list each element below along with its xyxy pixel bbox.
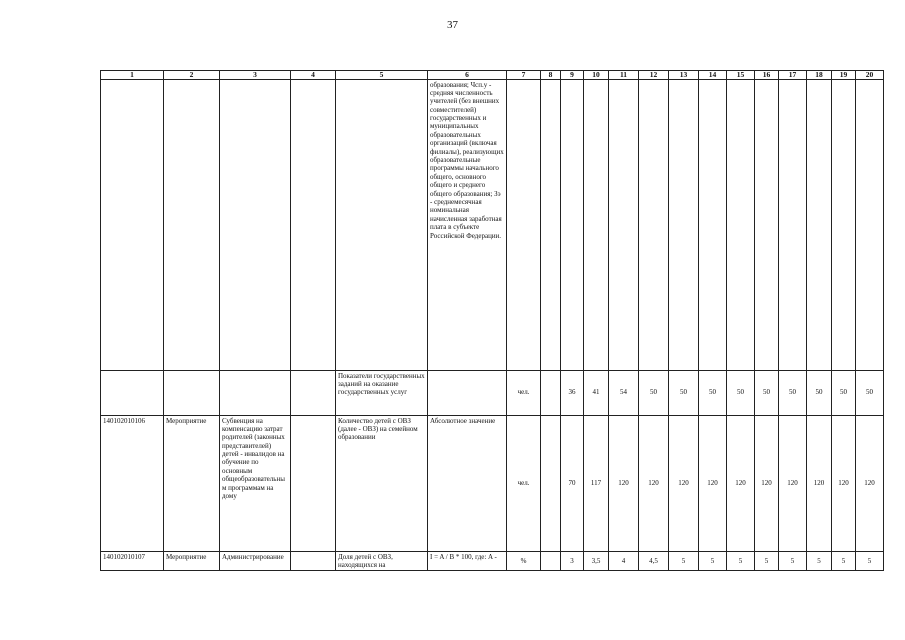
value-cell: 70 <box>561 415 584 551</box>
col-header: 3 <box>220 71 291 80</box>
unit: чел. <box>507 415 541 551</box>
value-cell: 5 <box>755 551 779 571</box>
indicator-code <box>101 79 164 370</box>
value-cell <box>727 79 755 370</box>
value-cell: 50 <box>669 370 699 415</box>
indicator-name: Количество детей с ОВЗ (далее - ОВЗ) на семейном образовании <box>336 415 428 551</box>
cell <box>291 370 336 415</box>
unit: % <box>507 551 541 571</box>
value-cell: 5 <box>807 551 832 571</box>
col-header: 7 <box>507 71 541 80</box>
value-cell: 3,5 <box>584 551 609 571</box>
value-cell: 120 <box>639 415 669 551</box>
value-cell: 4 <box>609 551 639 571</box>
cell <box>291 551 336 571</box>
value-cell <box>541 79 561 370</box>
col-header: 16 <box>755 71 779 80</box>
calculation-method <box>428 370 507 415</box>
indicator-name: Показатели государственных заданий на оказание государственных услуг <box>336 370 428 415</box>
value-cell: 120 <box>727 415 755 551</box>
element-name: Субвенция на компенсацию затрат родителей (законных представителей) детей - инвалидов на обучение по основным общеобразовательным программам на дому <box>220 415 291 551</box>
col-header: 15 <box>727 71 755 80</box>
indicator-code: 140102010106 <box>101 415 164 551</box>
value-cell <box>779 79 807 370</box>
value-cell: 5 <box>856 551 884 571</box>
value-cell: 120 <box>779 415 807 551</box>
value-cell: 5 <box>779 551 807 571</box>
col-header: 12 <box>639 71 669 80</box>
cell <box>291 415 336 551</box>
value-cell <box>832 79 856 370</box>
col-header: 13 <box>669 71 699 80</box>
col-header: 11 <box>609 71 639 80</box>
col-header: 20 <box>856 71 884 80</box>
value-cell <box>807 79 832 370</box>
element-type: Мероприятие <box>164 415 220 551</box>
col-header: 5 <box>336 71 428 80</box>
calculation-method: Абсолютное значение <box>428 415 507 551</box>
value-cell <box>541 415 561 551</box>
col-header: 17 <box>779 71 807 80</box>
col-header: 14 <box>699 71 727 80</box>
value-cell: 5 <box>699 551 727 571</box>
indicator-name <box>336 79 428 370</box>
value-cell: 5 <box>832 551 856 571</box>
element-name: Администрирование <box>220 551 291 571</box>
indicator-code <box>101 370 164 415</box>
table-row <box>101 415 884 551</box>
calculation-method: I = A / B * 100, где: A - <box>428 551 507 571</box>
value-cell <box>584 79 609 370</box>
element-name <box>220 370 291 415</box>
value-cell <box>639 79 669 370</box>
value-cell: 50 <box>807 370 832 415</box>
col-header: 9 <box>561 71 584 80</box>
table-row <box>101 79 884 370</box>
table-row <box>101 370 884 415</box>
value-cell: 36 <box>561 370 584 415</box>
value-cell: 3 <box>561 551 584 571</box>
value-cell: 50 <box>639 370 669 415</box>
value-cell: 120 <box>669 415 699 551</box>
value-cell: 50 <box>856 370 884 415</box>
value-cell: 120 <box>832 415 856 551</box>
value-cell: 120 <box>609 415 639 551</box>
value-cell: 50 <box>699 370 727 415</box>
value-cell: 120 <box>807 415 832 551</box>
element-type <box>164 370 220 415</box>
value-cell: 120 <box>856 415 884 551</box>
unit: чел. <box>507 370 541 415</box>
value-cell: 41 <box>584 370 609 415</box>
element-type: Мероприятие <box>164 551 220 571</box>
header-row <box>101 71 884 80</box>
value-cell: 50 <box>727 370 755 415</box>
element-type <box>164 79 220 370</box>
col-header: 2 <box>164 71 220 80</box>
value-cell: 5 <box>727 551 755 571</box>
indicator-name: Доля детей с ОВЗ, находящихся на <box>336 551 428 571</box>
value-cell: 50 <box>779 370 807 415</box>
value-cell <box>669 79 699 370</box>
value-cell <box>609 79 639 370</box>
col-header: 8 <box>541 71 561 80</box>
value-cell <box>541 370 561 415</box>
page-number: 37 <box>447 19 458 31</box>
value-cell <box>561 79 584 370</box>
value-cell <box>541 551 561 571</box>
col-header: 10 <box>584 71 609 80</box>
value-cell: 120 <box>699 415 727 551</box>
value-cell <box>699 79 727 370</box>
col-header: 4 <box>291 71 336 80</box>
value-cell: 54 <box>609 370 639 415</box>
calculation-method: образования; Чсп.у - средняя численность учителей (без внешних совместителей) государственных и муниципальных образовательных организаций (включая филиалы), реализующих образовательные программы начального общего, основного общего и среднего общего образования; Зэ - среднемесячная номинальная начисленная заработная плата в субъекте Российской Федерации. <box>428 79 507 370</box>
unit <box>507 79 541 370</box>
col-header: 19 <box>832 71 856 80</box>
col-header: 6 <box>428 71 507 80</box>
element-name <box>220 79 291 370</box>
value-cell <box>755 79 779 370</box>
value-cell: 120 <box>755 415 779 551</box>
cell <box>291 79 336 370</box>
value-cell: 117 <box>584 415 609 551</box>
value-cell <box>856 79 884 370</box>
value-cell: 50 <box>755 370 779 415</box>
indicator-code: 140102010107 <box>101 551 164 571</box>
table-row <box>101 551 884 571</box>
indicators-table <box>100 70 884 571</box>
col-header: 1 <box>101 71 164 80</box>
value-cell: 5 <box>669 551 699 571</box>
value-cell: 50 <box>832 370 856 415</box>
col-header: 18 <box>807 71 832 80</box>
value-cell: 4,5 <box>639 551 669 571</box>
